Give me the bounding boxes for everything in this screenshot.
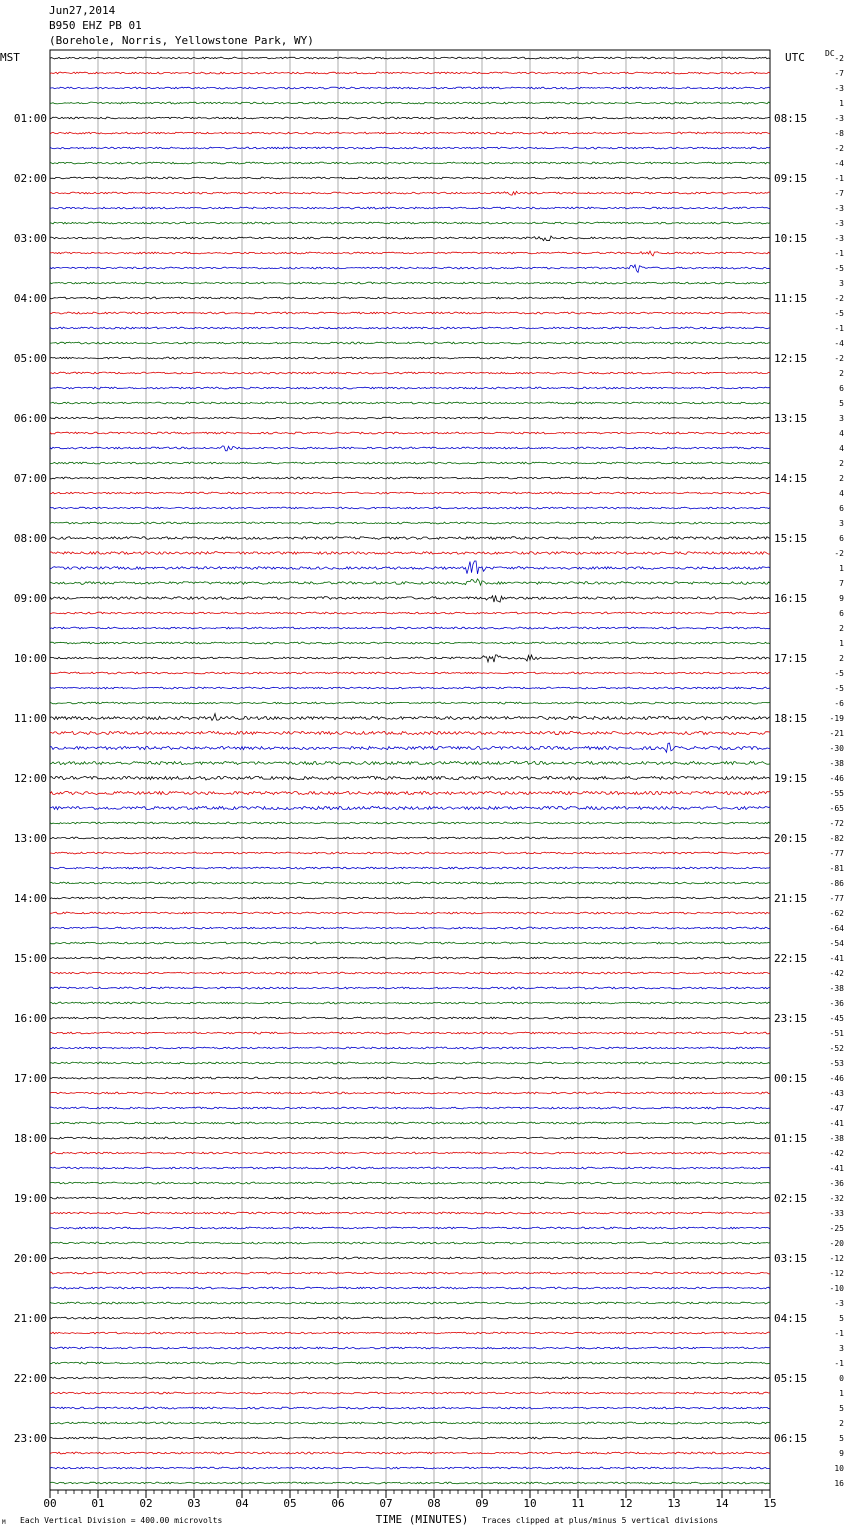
- trace-line: [50, 342, 770, 344]
- trace-line: [50, 1242, 770, 1244]
- dc-offset-label: -8: [834, 129, 844, 138]
- utc-hour-label: 10:15: [774, 232, 808, 245]
- trace-line: [50, 327, 770, 329]
- dc-offset-label: -5: [834, 669, 844, 678]
- trace-line: [50, 162, 770, 164]
- trace-line: [50, 357, 770, 359]
- trace-line: [50, 642, 770, 644]
- dc-offset-label: 2: [839, 459, 844, 468]
- dc-offset-label: -36: [829, 1179, 844, 1188]
- dc-offset-label: -3: [834, 84, 844, 93]
- mst-hour-label: 15:00: [13, 952, 47, 965]
- x-tick-label: 15: [763, 1497, 777, 1510]
- dc-offset-label: -55: [829, 789, 844, 798]
- trace-line: [50, 1407, 770, 1409]
- trace-line: [50, 477, 770, 479]
- trace-line: [50, 927, 770, 929]
- dc-offset-label: -1: [834, 324, 844, 333]
- x-tick-label: 08: [427, 1497, 441, 1510]
- mst-hour-label: 08:00: [13, 532, 47, 545]
- x-tick-label: 13: [667, 1497, 681, 1510]
- header-location: (Borehole, Norris, Yellowstone Park, WY): [49, 34, 314, 47]
- trace-line: [50, 714, 770, 721]
- utc-hour-label: 23:15: [774, 1012, 808, 1025]
- trace-line: [50, 1272, 770, 1274]
- x-tick-label: 07: [379, 1497, 393, 1510]
- utc-hour-label: 19:15: [774, 772, 808, 785]
- dc-offset-label: -47: [829, 1104, 844, 1113]
- trace-line: [50, 552, 770, 555]
- header-date: Jun27,2014: [49, 4, 116, 17]
- trace-line: [50, 912, 770, 914]
- trace-line: [50, 776, 770, 780]
- dc-offset-label: 16: [834, 1479, 844, 1488]
- trace-line: [50, 1377, 770, 1379]
- utc-hour-label: 01:15: [774, 1132, 808, 1145]
- dc-offset-label: 4: [839, 444, 844, 453]
- dc-offset-label: 2: [839, 369, 844, 378]
- trace-line: [50, 147, 770, 149]
- dc-offset-label: -21: [829, 729, 844, 738]
- dc-offset-label: -3: [834, 234, 844, 243]
- dc-offset-label: -36: [829, 999, 844, 1008]
- utc-hour-label: 16:15: [774, 592, 808, 605]
- trace-line: [50, 1257, 770, 1259]
- dc-offset-label: -77: [829, 894, 844, 903]
- dc-offset-label: -25: [829, 1224, 844, 1233]
- trace-line: [50, 1197, 770, 1199]
- utc-hour-label: 03:15: [774, 1252, 808, 1265]
- x-tick-label: 02: [139, 1497, 153, 1510]
- trace-line: [50, 1317, 770, 1319]
- dc-offset-label: -52: [829, 1044, 844, 1053]
- dc-offset-label: -12: [829, 1254, 844, 1263]
- dc-offset-label: -4: [834, 339, 844, 348]
- dc-offset-label: -46: [829, 774, 844, 783]
- dc-offset-label: -3: [834, 114, 844, 123]
- trace-line: [50, 132, 770, 134]
- dc-offset-label: -46: [829, 1074, 844, 1083]
- trace-line: [50, 612, 770, 614]
- trace-line: [50, 372, 770, 374]
- trace-line: [50, 1032, 770, 1034]
- trace-line: [50, 743, 770, 752]
- trace-line: [50, 87, 770, 89]
- dc-offset-label: -62: [829, 909, 844, 918]
- trace-line: [50, 942, 770, 944]
- dc-offset-label: -51: [829, 1029, 844, 1038]
- dc-offset-label: -72: [829, 819, 844, 828]
- trace-line: [50, 1107, 770, 1109]
- dc-offset-label: -1: [834, 249, 844, 258]
- utc-hour-label: 14:15: [774, 472, 808, 485]
- trace-line: [50, 852, 770, 854]
- trace-line: [50, 1182, 770, 1184]
- mst-hour-label: 01:00: [13, 112, 47, 125]
- trace-line: [50, 222, 770, 224]
- x-tick-label: 11: [571, 1497, 585, 1510]
- mst-hour-label: 02:00: [13, 172, 47, 185]
- trace-line: [50, 191, 770, 195]
- dc-offset-label: 6: [839, 384, 844, 393]
- trace-line: [50, 265, 770, 273]
- mst-hour-label: 23:00: [13, 1432, 47, 1445]
- x-tick-label: 00: [43, 1497, 57, 1510]
- utc-hour-label: 12:15: [774, 352, 808, 365]
- dc-offset-label: -42: [829, 1149, 844, 1158]
- trace-line: [50, 791, 770, 794]
- trace-line: [50, 537, 770, 540]
- x-tick-label: 03: [187, 1497, 201, 1510]
- trace-line: [50, 1482, 770, 1484]
- utc-hour-label: 20:15: [774, 832, 808, 845]
- dc-offset-label: -82: [829, 834, 844, 843]
- trace-line: [50, 117, 770, 119]
- utc-hour-label: 18:15: [774, 712, 808, 725]
- trace-line: [50, 1062, 770, 1064]
- trace-line: [50, 1122, 770, 1124]
- trace-line: [50, 672, 770, 674]
- trace-line: [50, 1017, 770, 1019]
- mst-hour-label: 03:00: [13, 232, 47, 245]
- mst-hour-label: 13:00: [13, 832, 47, 845]
- trace-line: [50, 1077, 770, 1079]
- mst-hour-label: 18:00: [13, 1132, 47, 1145]
- trace-line: [50, 579, 770, 585]
- dc-offset-label: -32: [829, 1194, 844, 1203]
- trace-line: [50, 1392, 770, 1394]
- dc-offset-label: 9: [839, 594, 844, 603]
- trace-line: [50, 882, 770, 884]
- trace-line: [50, 897, 770, 899]
- dc-offset-label: -5: [834, 684, 844, 693]
- trace-line: [50, 806, 770, 809]
- dc-offset-label: 4: [839, 429, 844, 438]
- utc-hour-label: 17:15: [774, 652, 808, 665]
- dc-offset-label: 5: [839, 1434, 844, 1443]
- trace-line: [50, 687, 770, 689]
- trace-line: [50, 837, 770, 839]
- dc-offset-label: -2: [834, 54, 844, 63]
- trace-line: [50, 507, 770, 509]
- mst-hour-label: 10:00: [13, 652, 47, 665]
- dc-offset-label: -7: [834, 189, 844, 198]
- mst-hour-label: 09:00: [13, 592, 47, 605]
- trace-line: [50, 102, 770, 104]
- dc-offset-label: 2: [839, 624, 844, 633]
- utc-hour-label: 21:15: [774, 892, 808, 905]
- trace-line: [50, 1287, 770, 1289]
- dc-offset-label: -1: [834, 1359, 844, 1368]
- trace-line: [50, 1467, 770, 1469]
- utc-hour-label: 02:15: [774, 1192, 808, 1205]
- header-station: B950 EHZ PB 01: [49, 19, 142, 32]
- dc-offset-label: -12: [829, 1269, 844, 1278]
- x-tick-label: 10: [523, 1497, 537, 1510]
- dc-offset-label: -54: [829, 939, 844, 948]
- trace-line: [50, 1452, 770, 1454]
- trace-line: [50, 1437, 770, 1439]
- dc-offset-label: -7: [834, 69, 844, 78]
- corner-mark: M: [2, 1519, 6, 1526]
- dc-offset-label: 6: [839, 534, 844, 543]
- dc-offset-label: 10: [834, 1464, 844, 1473]
- utc-hour-label: 06:15: [774, 1432, 808, 1445]
- trace-line: [50, 1302, 770, 1304]
- trace-line: [50, 72, 770, 74]
- x-tick-label: 12: [619, 1497, 633, 1510]
- mst-hour-label: 04:00: [13, 292, 47, 305]
- trace-line: [50, 312, 770, 314]
- trace-line: [50, 1422, 770, 1424]
- dc-header-label: DC: [825, 49, 835, 58]
- x-axis-title: TIME (MINUTES): [375, 1513, 469, 1526]
- dc-offset-label: -2: [834, 354, 844, 363]
- trace-line: [50, 1137, 770, 1139]
- x-tick-label: 04: [235, 1497, 249, 1510]
- dc-offset-label: -38: [829, 1134, 844, 1143]
- dc-offset-label: -42: [829, 969, 844, 978]
- dc-offset-label: -5: [834, 309, 844, 318]
- dc-offset-label: -2: [834, 549, 844, 558]
- dc-offset-label: 2: [839, 474, 844, 483]
- trace-line: [50, 387, 770, 389]
- mst-hour-label: 07:00: [13, 472, 47, 485]
- trace-line: [50, 402, 770, 404]
- trace-line: [50, 251, 770, 256]
- mst-hour-label: 22:00: [13, 1372, 47, 1385]
- trace-line: [50, 236, 770, 241]
- dc-offset-label: -1: [834, 174, 844, 183]
- dc-offset-label: 2: [839, 654, 844, 663]
- dc-offset-label: -1: [834, 1329, 844, 1338]
- dc-offset-label: -33: [829, 1209, 844, 1218]
- dc-offset-label: -64: [829, 924, 844, 933]
- dc-offset-label: -43: [829, 1089, 844, 1098]
- trace-line: [50, 1047, 770, 1049]
- mst-hour-label: 20:00: [13, 1252, 47, 1265]
- dc-offset-label: -53: [829, 1059, 844, 1068]
- x-tick-label: 09: [475, 1497, 489, 1510]
- mst-hour-label: 21:00: [13, 1312, 47, 1325]
- dc-offset-label: -41: [829, 954, 844, 963]
- trace-line: [50, 822, 770, 824]
- dc-offset-label: 6: [839, 609, 844, 618]
- trace-line: [50, 1227, 770, 1229]
- dc-offset-label: -19: [829, 714, 844, 723]
- dc-offset-label: 1: [839, 564, 844, 573]
- utc-hour-label: 04:15: [774, 1312, 808, 1325]
- trace-line: [50, 987, 770, 989]
- trace-line: [50, 1092, 770, 1094]
- trace-line: [50, 1152, 770, 1154]
- x-tick-label: 05: [283, 1497, 297, 1510]
- dc-offset-label: 3: [839, 279, 844, 288]
- utc-hour-label: 22:15: [774, 952, 808, 965]
- dc-offset-label: -3: [834, 204, 844, 213]
- dc-offset-label: -41: [829, 1164, 844, 1173]
- dc-offset-label: -81: [829, 864, 844, 873]
- utc-hour-label: 05:15: [774, 1372, 808, 1385]
- trace-line: [50, 522, 770, 524]
- dc-offset-label: -2: [834, 144, 844, 153]
- dc-offset-label: 3: [839, 1344, 844, 1353]
- mst-hour-label: 16:00: [13, 1012, 47, 1025]
- trace-line: [50, 207, 770, 209]
- trace-line: [50, 57, 770, 59]
- dc-offset-label: 3: [839, 414, 844, 423]
- dc-offset-label: -86: [829, 879, 844, 888]
- dc-offset-label: 1: [839, 639, 844, 648]
- dc-offset-label: -10: [829, 1284, 844, 1293]
- trace-line: [50, 417, 770, 419]
- dc-offset-label: -2: [834, 294, 844, 303]
- dc-offset-label: 9: [839, 1449, 844, 1458]
- utc-hour-label: 00:15: [774, 1072, 808, 1085]
- dc-offset-label: -45: [829, 1014, 844, 1023]
- dc-offset-label: 0: [839, 1374, 844, 1383]
- x-tick-label: 14: [715, 1497, 729, 1510]
- trace-line: [50, 1362, 770, 1364]
- mst-hour-label: 12:00: [13, 772, 47, 785]
- mst-hour-label: 17:00: [13, 1072, 47, 1085]
- dc-offset-label: -6: [834, 699, 844, 708]
- utc-axis-label: UTC: [785, 51, 805, 64]
- trace-line: [50, 462, 770, 464]
- utc-hour-label: 13:15: [774, 412, 808, 425]
- dc-offset-label: 7: [839, 579, 844, 588]
- dc-offset-label: -41: [829, 1119, 844, 1128]
- trace-line: [50, 297, 770, 299]
- trace-line: [50, 492, 770, 494]
- trace-line: [50, 282, 770, 284]
- trace-line: [50, 446, 770, 451]
- dc-offset-label: -3: [834, 219, 844, 228]
- trace-line: [50, 432, 770, 434]
- dc-offset-label: 5: [839, 399, 844, 408]
- scale-note: Each Vertical Division = 400.00 microvolts: [20, 1516, 223, 1525]
- trace-line: [50, 972, 770, 974]
- dc-offset-label: -38: [829, 984, 844, 993]
- dc-offset-label: -38: [829, 759, 844, 768]
- trace-line: [50, 1332, 770, 1334]
- trace-line: [50, 1167, 770, 1169]
- utc-hour-label: 08:15: [774, 112, 808, 125]
- utc-hour-label: 09:15: [774, 172, 808, 185]
- dc-offset-label: 1: [839, 99, 844, 108]
- mst-hour-label: 06:00: [13, 412, 47, 425]
- mst-hour-label: 14:00: [13, 892, 47, 905]
- dc-offset-label: -77: [829, 849, 844, 858]
- dc-offset-label: -30: [829, 744, 844, 753]
- x-tick-label: 06: [331, 1497, 345, 1510]
- mst-hour-label: 05:00: [13, 352, 47, 365]
- dc-offset-label: 3: [839, 519, 844, 528]
- mst-hour-label: 11:00: [13, 712, 47, 725]
- trace-line: [50, 655, 770, 662]
- mst-axis-label: MST: [0, 51, 20, 64]
- trace-line: [50, 731, 770, 734]
- dc-offset-label: 4: [839, 489, 844, 498]
- dc-offset-label: -65: [829, 804, 844, 813]
- trace-line: [50, 761, 770, 764]
- clip-note: Traces clipped at plus/minus 5 vertical divisions: [482, 1516, 719, 1525]
- trace-line: [50, 1347, 770, 1349]
- trace-line: [50, 1212, 770, 1214]
- trace-line: [50, 867, 770, 869]
- utc-hour-label: 11:15: [774, 292, 808, 305]
- trace-line: [50, 702, 770, 704]
- dc-offset-label: -20: [829, 1239, 844, 1248]
- dc-offset-label: -4: [834, 159, 844, 168]
- trace-line: [50, 595, 770, 602]
- dc-offset-label: -3: [834, 1299, 844, 1308]
- trace-line: [50, 177, 770, 179]
- dc-offset-label: 5: [839, 1314, 844, 1323]
- x-tick-label: 01: [91, 1497, 105, 1510]
- utc-hour-label: 15:15: [774, 532, 808, 545]
- trace-line: [50, 1002, 770, 1004]
- dc-offset-label: 5: [839, 1404, 844, 1413]
- mst-hour-label: 19:00: [13, 1192, 47, 1205]
- dc-offset-label: 1: [839, 1389, 844, 1398]
- trace-line: [50, 627, 770, 629]
- dc-offset-label: -5: [834, 264, 844, 273]
- trace-line: [50, 957, 770, 959]
- dc-offset-label: 6: [839, 504, 844, 513]
- trace-line: [50, 561, 770, 574]
- dc-offset-label: 2: [839, 1419, 844, 1428]
